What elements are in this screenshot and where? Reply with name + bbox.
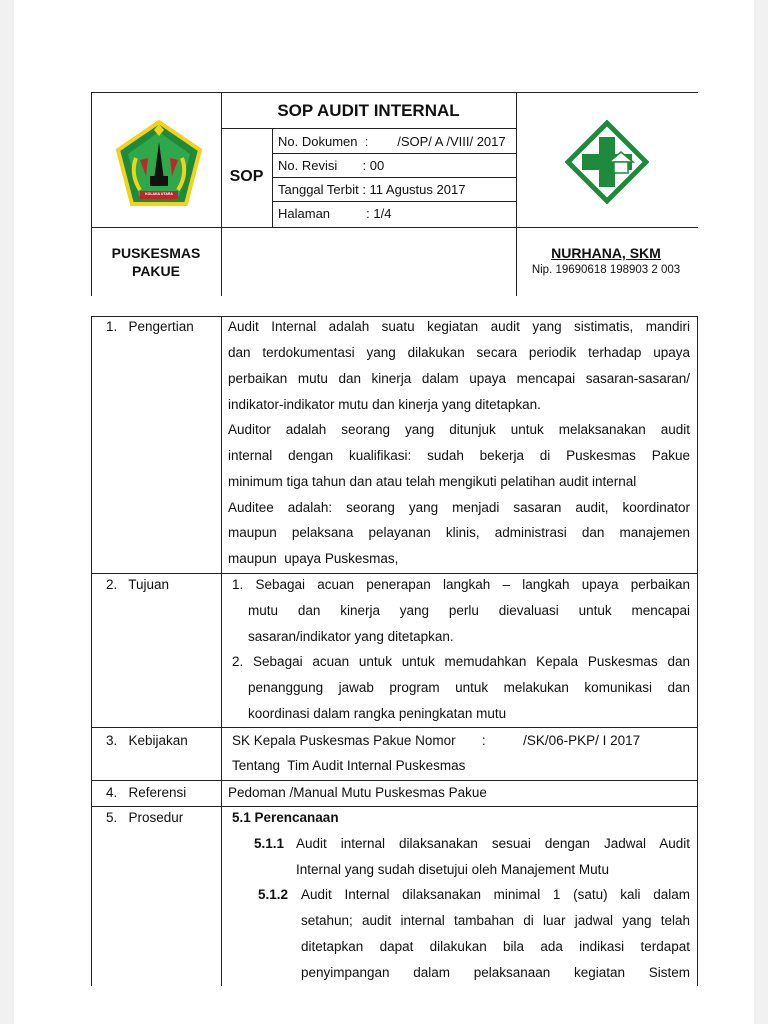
prosedur-item-line: Internal yang sudah disetujui oleh Manajement Mutu — [296, 862, 609, 877]
pengertian-line: Auditee adalah: seorang yang menjadi sasaran audit, koordinator — [228, 500, 690, 515]
pengertian-line: indikator-indikator mutu dan kinerja yang ditetapkan. — [228, 397, 541, 412]
section-label-referensi: 4. Referensi — [106, 785, 187, 800]
tujuan-line: 1. Sebagai acuan penerapan langkah – langkah upaya perbaikan — [232, 577, 690, 592]
revision-row: No. Revisi : 00 — [278, 158, 385, 173]
prosedur-item-line: Audit Internal dilaksanakan minimal 1 (satu) kali dalam — [301, 887, 690, 902]
prosedur-item-number: 5.1.2 — [258, 887, 289, 902]
section-label-tujuan: 2. Tujuan — [106, 577, 170, 592]
referensi-line: Pedoman /Manual Mutu Puskesmas Pakue — [228, 785, 487, 800]
tujuan-line: sasaran/indikator yang ditetapkan. — [248, 629, 454, 644]
tujuan-line: koordinasi dalam rangka peningkatan mutu — [248, 706, 507, 721]
sop-label: SOP — [229, 168, 264, 185]
doc-number-row: No. Dokumen : /SOP/ A /VIII/ 2017 — [278, 134, 506, 149]
org-name-line1: PUSKESMAS — [111, 245, 201, 261]
kebijakan-line: Tentang Tim Audit Internal Puskesmas — [232, 758, 466, 773]
section-label-pengertian: 1. Pengertian — [106, 319, 194, 334]
section-label-kebijakan: 3. Kebijakan — [106, 733, 188, 748]
section-label-prosedur: 5. Prosedur — [106, 810, 184, 825]
emblem-banner-text: KOLAKA UTARA — [145, 192, 173, 196]
pengertian-line: Audit Internal adalah suatu kegiatan audit yang sistimatis, mandiri — [228, 319, 690, 334]
prosedur-item-line: setahun; audit internal tambahan di luar jadwal yang telah — [301, 913, 690, 928]
signer-name: NURHANA, SKM — [551, 245, 661, 261]
pengertian-line: maupun pelaksana pelayanan klinis, administrasi dan manajemen — [228, 525, 690, 540]
prosedur-item-line: Audit internal dilaksanakan sesuai dengan Jadwal Audit — [296, 836, 690, 851]
pengertian-line: perbaikan mutu dan kinerja dalam upaya mencapai sasaran-sasaran/ — [228, 371, 690, 386]
puskesmas-logo — [565, 120, 649, 204]
page-row: Halaman : 1/4 — [278, 206, 392, 221]
tujuan-line: mutu dan kinerja yang perlu dievaluasi untuk mencapai — [248, 603, 690, 618]
prosedur-item-line: penyimpangan dalam pelaksanaan kegiatan Sistem — [301, 965, 690, 980]
issue-date-row: Tanggal Terbit : 11 Agustus 2017 — [278, 182, 466, 197]
kebijakan-line: SK Kepala Puskesmas Pakue Nomor : /SK/06-PKP/ I 2017 — [232, 733, 641, 748]
tujuan-line: penanggung jawab program untuk melakukan komunikasi dan — [248, 680, 690, 695]
pengertian-line: internal dengan kualifikasi: sudah bekerja di Puskesmas Pakue — [228, 448, 690, 463]
signer-nip: Nip. 19690618 198903 2 003 — [531, 264, 681, 276]
document-title: SOP AUDIT INTERNAL — [277, 101, 460, 120]
pengertian-line: dan terdokumentasi yang dilakukan secara periodik terhadap upaya — [228, 345, 690, 360]
org-name-line2: PAKUE — [132, 263, 180, 279]
pengertian-line: minimum tiga tahun dan atau telah mengikuti pelatihan audit internal — [228, 474, 637, 489]
tujuan-line: 2. Sebagai acuan untuk untuk memudahkan Kepala Puskesmas dan — [232, 654, 690, 669]
prosedur-heading: 5.1 Perencanaan — [232, 810, 339, 825]
pengertian-line: maupun upaya Puskesmas, — [228, 551, 399, 566]
regional-emblem-logo — [114, 118, 204, 210]
prosedur-item-number: 5.1.1 — [254, 836, 285, 851]
prosedur-item-line: ditetapkan dapat dilakukan bila ada indikasi terdapat — [301, 939, 690, 954]
document-page — [14, 0, 754, 1024]
pengertian-line: Auditor adalah seorang yang ditunjuk untuk melaksanakan audit — [228, 422, 690, 437]
